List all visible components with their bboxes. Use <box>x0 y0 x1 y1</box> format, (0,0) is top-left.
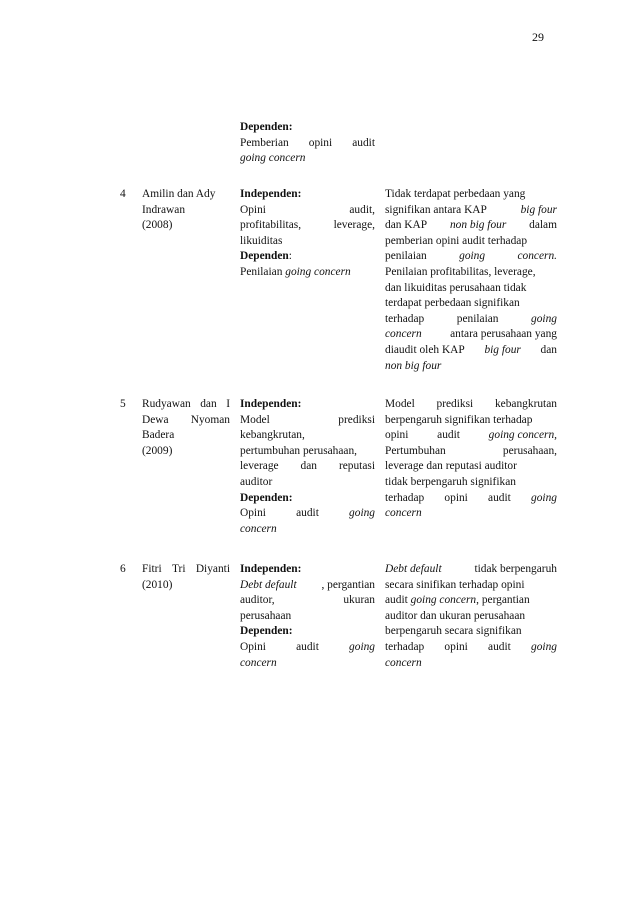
dependent-label: Dependen: <box>240 625 293 638</box>
row-number: 5 <box>120 398 126 410</box>
independent-label: Independen: <box>240 398 302 410</box>
independent-label: Independen: <box>240 188 302 200</box>
result-cell: Debt default tidak berpengaruh secara sinifikan terhadap opini audit going concern, pergantian auditor dan ukuran perusahaan berpengaruh secara signifikan terhadap opini audit going concern <box>385 563 557 669</box>
row-number: 4 <box>120 188 126 200</box>
dependent-text-line: going concern <box>240 152 306 165</box>
page-number: 29 <box>532 30 544 44</box>
independent-label: Independen: <box>240 563 302 575</box>
author-cell: Rudyawan dan I Dewa Nyoman Badera (2009) <box>142 398 230 457</box>
row-number: 6 <box>120 563 126 575</box>
variables-cell: Independen: Opini audit, profitabilitas, leverage, likuiditas Dependen: Penilaian going concern <box>240 188 375 278</box>
dependent-label: Dependen: <box>240 491 293 504</box>
variables-cell: Independen: Debt default , pergantian auditor, ukuran perusahaan Dependen: Opini audit going concern <box>240 563 375 669</box>
result-cell: Tidak terdapat perbedaan yang signifikan antara KAP big four dan KAP non big four dalam pemberian opini audit terhadap penilaian going concern. Penilaian profitabilitas, leverage, dan likuiditas perusahaan tidak terdapat perbedaan signifikan terhadap penilaian going concern antara perusahaan yang diaudit oleh KAP big four dan non big four <box>385 188 557 372</box>
dependent-label: Dependen <box>240 250 289 263</box>
author-cell: Amilin dan Ady Indrawan (2008) <box>142 188 216 232</box>
continuation-variables-cell <box>240 120 375 167</box>
result-cell: Model prediksi kebangkrutan berpengaruh signifikan terhadap opini audit going concern, Pertumbuhan perusahaan, leverage dan reputasi auditor tidak berpengaruh signifikan terhadap opini audit going concern <box>385 398 557 520</box>
variables-cell: Independen: Model prediksi kebangkrutan, pertumbuhan perusahaan, leverage dan reputasi auditor Dependen: Opini audit going concern <box>240 398 375 535</box>
author-cell: Fitri Tri Diyanti (2010) <box>142 563 230 591</box>
dependent-label: Dependen: <box>240 121 293 133</box>
dependent-text-line: Pemberian opini audit <box>240 136 375 149</box>
